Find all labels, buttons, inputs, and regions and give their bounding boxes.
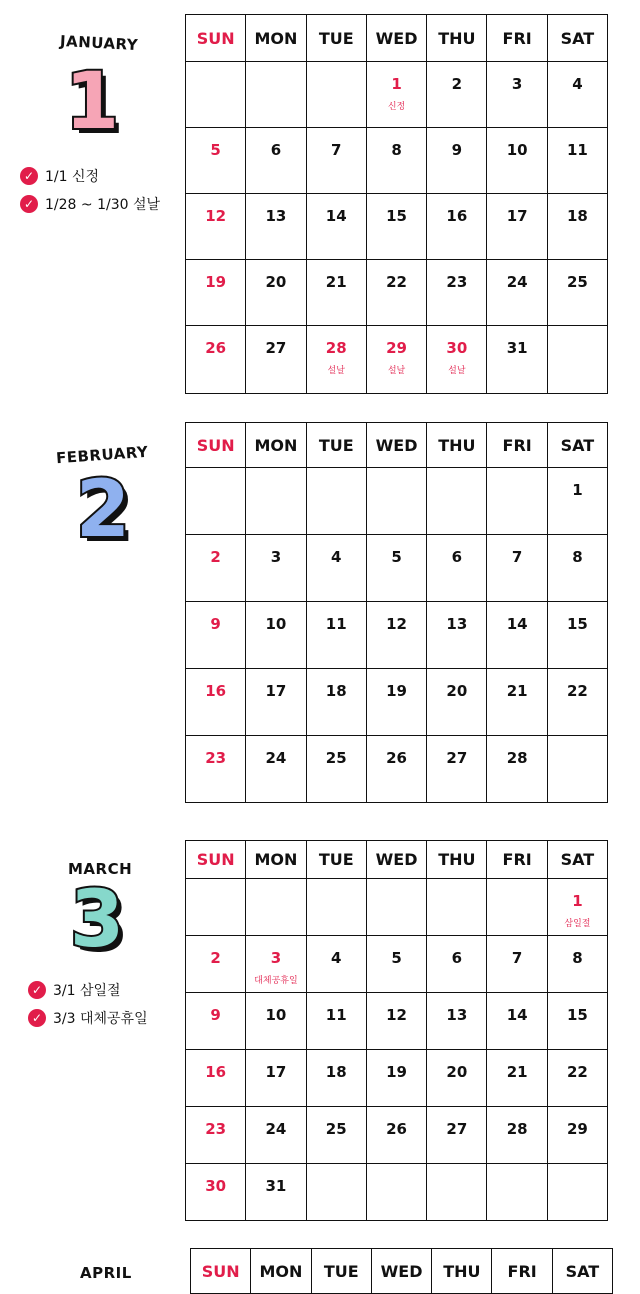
- day-number: 16: [446, 207, 468, 225]
- check-icon: ✓: [20, 167, 38, 185]
- empty-cell: [306, 1164, 366, 1221]
- empty-cell: [366, 468, 426, 535]
- holiday-text: 1/1 신정: [45, 169, 100, 185]
- day-cell[interactable]: [366, 736, 426, 803]
- day-cell[interactable]: [186, 260, 246, 326]
- empty-cell: [547, 1164, 607, 1221]
- day-cell[interactable]: [186, 669, 246, 736]
- week-row: [186, 736, 608, 803]
- day-number: 31: [265, 1177, 287, 1195]
- day-number: 19: [205, 273, 227, 291]
- day-number: 22: [566, 682, 588, 700]
- day-number: 25: [566, 273, 588, 291]
- day-number: 27: [446, 1120, 468, 1138]
- empty-cell: [427, 1164, 487, 1221]
- empty-cell: [306, 468, 366, 535]
- day-cell[interactable]: [427, 326, 487, 394]
- day-cell[interactable]: [427, 993, 487, 1050]
- day-number: 17: [265, 682, 287, 700]
- day-cell[interactable]: [427, 194, 487, 260]
- day-cell[interactable]: [186, 1107, 246, 1164]
- holiday-list: [20, 162, 160, 218]
- day-cell[interactable]: [487, 936, 547, 993]
- weekday-wed: WED: [366, 423, 426, 468]
- day-number: 26: [205, 339, 227, 357]
- day-number: 12: [205, 207, 227, 225]
- day-number: 19: [386, 682, 407, 700]
- day-cell[interactable]: [366, 128, 426, 194]
- day-cell[interactable]: [427, 1050, 487, 1107]
- day-number: 26: [386, 749, 407, 767]
- day-number: 3: [511, 75, 523, 93]
- day-cell[interactable]: [427, 736, 487, 803]
- day-cell[interactable]: [306, 1107, 366, 1164]
- month-name: APRIL: [80, 1264, 132, 1282]
- weekday-sun: SUN: [186, 15, 246, 62]
- weekday-fri: FRI: [487, 15, 547, 62]
- week-row: [186, 128, 608, 194]
- day-cell[interactable]: [246, 602, 306, 669]
- day-number: 2: [210, 548, 221, 566]
- day-number: 8: [572, 949, 583, 967]
- day-cell[interactable]: [487, 62, 547, 128]
- day-cell[interactable]: [547, 936, 607, 993]
- empty-cell: [306, 879, 366, 936]
- weekday-header: [186, 15, 608, 62]
- day-cell[interactable]: [186, 993, 246, 1050]
- day-number: 4: [331, 548, 342, 566]
- day-cell[interactable]: [427, 62, 487, 128]
- day-cell[interactable]: [366, 1107, 426, 1164]
- empty-cell: [487, 879, 547, 936]
- day-cell[interactable]: [246, 993, 306, 1050]
- weekday-wed: WED: [366, 15, 426, 62]
- day-number: 11: [325, 615, 347, 633]
- holiday-label: 설날: [327, 366, 345, 376]
- weekday-sat: SAT: [547, 841, 607, 879]
- day-cell[interactable]: [246, 326, 306, 394]
- empty-cell: [427, 468, 487, 535]
- month-name: MARCH: [68, 860, 133, 878]
- day-number: 6: [451, 949, 463, 967]
- week-row: [186, 62, 608, 128]
- day-cell[interactable]: [487, 1107, 547, 1164]
- holiday-label: 설날: [448, 366, 466, 376]
- day-cell[interactable]: [306, 1050, 366, 1107]
- day-cell[interactable]: [306, 993, 366, 1050]
- day-cell[interactable]: [186, 1050, 246, 1107]
- day-number: 19: [386, 1063, 407, 1081]
- holiday-label: 신정: [387, 102, 406, 112]
- month-name: FEBRUARY: [55, 442, 149, 468]
- day-cell[interactable]: [427, 128, 487, 194]
- weekday-header: [186, 841, 608, 879]
- empty-cell: [246, 879, 306, 936]
- day-cell[interactable]: [547, 602, 607, 669]
- week-row: [186, 993, 608, 1050]
- day-number: 23: [205, 1120, 227, 1138]
- weekday-fri: FRI: [487, 841, 547, 879]
- month-number: 2: [75, 465, 131, 555]
- day-number: 5: [210, 141, 221, 159]
- week-row: [186, 1107, 608, 1164]
- day-cell[interactable]: [246, 1164, 306, 1221]
- day-number: 3: [270, 548, 282, 566]
- holiday-text: 3/3 대체공휴일: [53, 1011, 148, 1027]
- day-number: 14: [325, 207, 347, 225]
- holiday-label: 설날: [387, 366, 406, 376]
- day-number: 28: [506, 1120, 528, 1138]
- day-cell[interactable]: [246, 128, 306, 194]
- day-cell[interactable]: [306, 260, 366, 326]
- empty-cell: [246, 468, 306, 535]
- day-cell[interactable]: [366, 535, 426, 602]
- weekday-fri: FRI: [487, 423, 547, 468]
- week-row: [186, 879, 608, 936]
- calendar-grid: [185, 14, 608, 394]
- day-number: 6: [270, 141, 282, 159]
- day-number: 22: [386, 273, 407, 291]
- day-cell[interactable]: [186, 736, 246, 803]
- day-cell[interactable]: [186, 535, 246, 602]
- day-number: 23: [205, 749, 227, 767]
- day-cell[interactable]: [246, 1107, 306, 1164]
- weekday-thu: THU: [427, 15, 487, 62]
- day-cell[interactable]: [366, 1050, 426, 1107]
- day-number: 28: [506, 749, 528, 767]
- day-number: 6: [451, 548, 463, 566]
- day-number: 30: [205, 1177, 227, 1195]
- day-cell[interactable]: [427, 260, 487, 326]
- day-number: 2: [210, 949, 221, 967]
- week-row: [186, 535, 608, 602]
- day-number: 30: [446, 339, 468, 357]
- day-number: 24: [265, 1120, 287, 1138]
- day-number: 26: [386, 1120, 407, 1138]
- day-cell[interactable]: [366, 936, 426, 993]
- day-number: 20: [446, 682, 468, 700]
- day-cell[interactable]: [186, 602, 246, 669]
- day-number: 21: [325, 273, 347, 291]
- day-number: 1: [572, 892, 583, 910]
- day-cell[interactable]: [306, 669, 366, 736]
- day-cell[interactable]: [427, 669, 487, 736]
- day-cell[interactable]: [246, 260, 306, 326]
- week-row: [186, 468, 608, 535]
- day-number: 29: [386, 339, 407, 357]
- weekday-sun: SUN: [186, 423, 246, 468]
- day-cell[interactable]: [547, 879, 607, 936]
- holiday-list: [28, 976, 148, 1032]
- day-number: 18: [325, 1063, 347, 1081]
- empty-cell: [246, 62, 306, 128]
- empty-cell: [547, 326, 607, 394]
- day-number: 24: [506, 273, 528, 291]
- day-number: 17: [506, 207, 528, 225]
- day-number: 5: [391, 949, 402, 967]
- day-cell[interactable]: [186, 936, 246, 993]
- weekday-header: [191, 1249, 613, 1294]
- weekday-tue: TUE: [306, 15, 366, 62]
- weekday-wed: WED: [366, 841, 426, 879]
- day-number: 25: [325, 1120, 347, 1138]
- day-number: 29: [566, 1120, 588, 1138]
- day-cell[interactable]: [487, 1050, 547, 1107]
- week-row: [186, 326, 608, 394]
- day-cell[interactable]: [246, 535, 306, 602]
- weekday-sun: SUN: [191, 1249, 251, 1294]
- day-cell[interactable]: [306, 128, 366, 194]
- day-number: 20: [446, 1063, 468, 1081]
- day-cell[interactable]: [366, 62, 426, 128]
- holiday-item: [28, 1004, 148, 1032]
- empty-cell: [487, 1164, 547, 1221]
- day-cell[interactable]: [547, 194, 607, 260]
- day-number: 12: [386, 1006, 407, 1024]
- weekday-sun: SUN: [186, 841, 246, 879]
- day-cell[interactable]: [366, 260, 426, 326]
- weekday-mon: MON: [246, 15, 306, 62]
- day-cell[interactable]: [246, 669, 306, 736]
- day-number: 15: [566, 615, 588, 633]
- day-cell[interactable]: [427, 936, 487, 993]
- weekday-thu: THU: [427, 841, 487, 879]
- day-number: 17: [265, 1063, 287, 1081]
- day-cell[interactable]: [487, 128, 547, 194]
- day-number: 20: [265, 273, 287, 291]
- day-number: 16: [205, 1063, 227, 1081]
- day-cell[interactable]: [366, 993, 426, 1050]
- day-cell[interactable]: [366, 326, 426, 394]
- day-cell[interactable]: [246, 736, 306, 803]
- weekday-wed: WED: [371, 1249, 431, 1294]
- holiday-text: 3/1 삼일절: [53, 983, 121, 999]
- weekday-header: [186, 423, 608, 468]
- week-row: [186, 194, 608, 260]
- day-cell[interactable]: [547, 468, 607, 535]
- day-number: 27: [446, 749, 468, 767]
- weekday-tue: TUE: [311, 1249, 371, 1294]
- empty-cell: [366, 879, 426, 936]
- day-cell[interactable]: [547, 128, 607, 194]
- day-cell[interactable]: [547, 1050, 607, 1107]
- month-name: JANUARY: [59, 31, 139, 55]
- day-cell[interactable]: [487, 326, 547, 394]
- weekday-thu: THU: [427, 423, 487, 468]
- day-number: 10: [265, 615, 287, 633]
- empty-cell: [366, 1164, 426, 1221]
- day-number: 11: [325, 1006, 347, 1024]
- weekday-sat: SAT: [547, 15, 607, 62]
- day-number: 2: [451, 75, 463, 93]
- day-number: 9: [210, 1006, 221, 1024]
- day-cell[interactable]: [487, 260, 547, 326]
- day-number: 10: [265, 1006, 287, 1024]
- day-cell[interactable]: [246, 194, 306, 260]
- weekday-tue: TUE: [306, 423, 366, 468]
- empty-cell: [186, 468, 246, 535]
- day-number: 4: [331, 949, 342, 967]
- empty-cell: [487, 468, 547, 535]
- day-number: 28: [325, 339, 347, 357]
- day-cell[interactable]: [186, 128, 246, 194]
- month-number: 1: [64, 57, 120, 147]
- day-cell[interactable]: [246, 936, 306, 993]
- weekday-mon: MON: [251, 1249, 311, 1294]
- day-cell[interactable]: [306, 194, 366, 260]
- calendar-grid: [190, 1248, 613, 1294]
- holiday-label: 대체공휴일: [254, 976, 298, 986]
- weekday-fri: FRI: [492, 1249, 552, 1294]
- weekday-mon: MON: [246, 841, 306, 879]
- day-number: 22: [566, 1063, 588, 1081]
- check-icon: ✓: [20, 195, 38, 213]
- day-number: 31: [506, 339, 528, 357]
- calendar-grid: [185, 422, 608, 803]
- weekday-tue: TUE: [306, 841, 366, 879]
- day-number: 12: [386, 615, 407, 633]
- day-number: 10: [506, 141, 528, 159]
- weekday-mon: MON: [246, 423, 306, 468]
- day-cell[interactable]: [487, 194, 547, 260]
- week-row: [186, 602, 608, 669]
- day-cell[interactable]: [186, 194, 246, 260]
- day-number: 24: [265, 749, 287, 767]
- day-number: 1: [391, 75, 402, 93]
- empty-cell: [186, 62, 246, 128]
- day-cell[interactable]: [547, 535, 607, 602]
- day-number: 9: [451, 141, 463, 159]
- day-cell[interactable]: [246, 1050, 306, 1107]
- day-number: 8: [572, 548, 583, 566]
- empty-cell: [306, 62, 366, 128]
- day-cell[interactable]: [366, 669, 426, 736]
- week-row: [186, 936, 608, 993]
- holiday-item: [28, 976, 148, 1004]
- day-cell[interactable]: [306, 936, 366, 993]
- day-number: 1: [572, 481, 583, 499]
- day-number: 14: [506, 1006, 528, 1024]
- day-number: 11: [566, 141, 588, 159]
- weekday-sat: SAT: [552, 1249, 612, 1294]
- day-cell[interactable]: [547, 260, 607, 326]
- day-cell[interactable]: [306, 602, 366, 669]
- day-number: 27: [265, 339, 287, 357]
- day-number: 13: [265, 207, 287, 225]
- day-cell[interactable]: [487, 669, 547, 736]
- month-number: 3: [69, 875, 125, 965]
- day-number: 9: [210, 615, 221, 633]
- day-number: 18: [325, 682, 347, 700]
- empty-cell: [547, 736, 607, 803]
- day-number: 15: [386, 207, 407, 225]
- day-number: 15: [566, 1006, 588, 1024]
- day-number: 7: [511, 949, 523, 967]
- week-row: [186, 669, 608, 736]
- day-cell[interactable]: [186, 326, 246, 394]
- day-cell[interactable]: [487, 993, 547, 1050]
- check-icon: ✓: [28, 981, 46, 999]
- day-cell[interactable]: [547, 1107, 607, 1164]
- day-number: 13: [446, 1006, 468, 1024]
- holiday-text: 1/28 ~ 1/30 설날: [45, 197, 161, 213]
- day-cell[interactable]: [547, 669, 607, 736]
- day-number: 7: [511, 548, 523, 566]
- day-number: 13: [446, 615, 468, 633]
- empty-cell: [186, 879, 246, 936]
- day-number: 8: [391, 141, 402, 159]
- day-number: 4: [572, 75, 583, 93]
- day-number: 25: [325, 749, 347, 767]
- check-icon: ✓: [28, 1009, 46, 1027]
- day-number: 21: [506, 682, 528, 700]
- weekday-thu: THU: [432, 1249, 492, 1294]
- calendar-grid: [185, 840, 608, 1221]
- day-number: 23: [446, 273, 468, 291]
- day-number: 3: [270, 949, 282, 967]
- day-cell[interactable]: [547, 62, 607, 128]
- day-number: 14: [506, 615, 528, 633]
- day-cell[interactable]: [306, 736, 366, 803]
- day-cell[interactable]: [427, 602, 487, 669]
- empty-cell: [427, 879, 487, 936]
- day-cell[interactable]: [306, 535, 366, 602]
- holiday-item: [20, 190, 160, 218]
- day-number: 18: [566, 207, 588, 225]
- day-number: 5: [391, 548, 402, 566]
- day-cell[interactable]: [547, 993, 607, 1050]
- day-number: 7: [331, 141, 342, 159]
- day-cell[interactable]: [487, 602, 547, 669]
- day-cell[interactable]: [186, 1164, 246, 1221]
- weekday-sat: SAT: [547, 423, 607, 468]
- day-cell[interactable]: [427, 535, 487, 602]
- day-cell[interactable]: [427, 1107, 487, 1164]
- day-cell[interactable]: [487, 535, 547, 602]
- holiday-item: [20, 162, 160, 190]
- week-row: [186, 260, 608, 326]
- holiday-label: 삼일절: [564, 919, 591, 929]
- week-row: [186, 1164, 608, 1221]
- week-row: [186, 1050, 608, 1107]
- day-number: 16: [205, 682, 227, 700]
- day-number: 21: [506, 1063, 528, 1081]
- day-cell[interactable]: [487, 736, 547, 803]
- day-cell[interactable]: [366, 194, 426, 260]
- day-cell[interactable]: [306, 326, 366, 394]
- day-cell[interactable]: [366, 602, 426, 669]
